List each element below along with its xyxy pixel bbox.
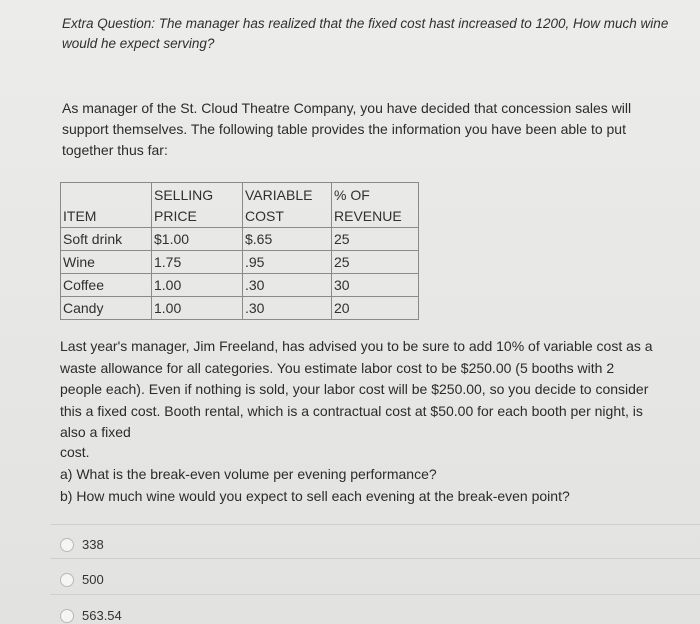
table-row [61, 274, 419, 297]
cell-price: 1.00 [152, 297, 243, 320]
cell-item: Coffee [61, 274, 152, 297]
cell-percent: 25 [332, 251, 419, 274]
extra-question-text: Extra Question: The manager has realized that the fixed cost hast increased to 1200, How much wine would he expect serving? [62, 16, 669, 51]
header-selling-price: SELLING PRICE [152, 183, 243, 228]
cell-percent: 20 [332, 297, 419, 320]
cell-item: Candy [61, 297, 152, 320]
cell-item: Wine [61, 251, 152, 274]
radio-button[interactable] [60, 573, 74, 587]
cell-cost: $.65 [243, 228, 332, 251]
cell-cost: .30 [243, 274, 332, 297]
intro-text: As manager of the St. Cloud Theatre Company, you have decided that concession sales will support themselves. The following table provides the information you have been able to put together thus far: [62, 100, 632, 158]
header-variable-cost: VARIABLE COST [243, 183, 332, 228]
cost-word: cost. [60, 444, 90, 460]
answer-option-2[interactable] [60, 572, 104, 587]
radio-button[interactable] [60, 538, 74, 552]
cell-percent: 30 [332, 274, 419, 297]
divider [50, 558, 700, 559]
divider [50, 524, 700, 525]
cell-price: 1.00 [152, 274, 243, 297]
option-label: 563.54 [82, 608, 122, 623]
cell-cost: .30 [243, 297, 332, 320]
answer-option-1[interactable] [60, 537, 104, 552]
questions [60, 464, 570, 507]
table-row [61, 251, 419, 274]
header-percent-revenue: % OF REVENUE [332, 183, 419, 228]
cell-price: 1.75 [152, 251, 243, 274]
table-header-row [61, 183, 419, 228]
question-a: a) What is the break-even volume per evening performance? [60, 466, 437, 482]
header-item: ITEM [61, 183, 152, 228]
divider [50, 594, 700, 595]
question-b: b) How much wine would you expect to sell each evening at the break-even point? [60, 487, 570, 504]
option-label: 500 [82, 572, 104, 587]
table-row [61, 297, 419, 320]
cell-percent: 25 [332, 228, 419, 251]
cell-item: Soft drink [61, 228, 152, 251]
table-row [61, 228, 419, 251]
problem-body-text: Last year's manager, Jim Freeland, has advised you to be sure to add 10% of variable cost as a waste allowance for all categories. You estimate labor cost to be $250.00 (5 booths with 2 people each). Even if nothing is sold, your labor cost will be $250.00, so you decide to consider this a fixed cost. Booth rental, which is a contractual cost at $50.00 for each booth per night, is also a fixed [60, 338, 653, 440]
cell-cost: .95 [243, 251, 332, 274]
option-label: 338 [82, 537, 104, 552]
cell-price: $1.00 [152, 228, 243, 251]
answer-option-3[interactable] [60, 608, 122, 623]
concession-table [60, 182, 419, 320]
radio-button[interactable] [60, 609, 74, 623]
